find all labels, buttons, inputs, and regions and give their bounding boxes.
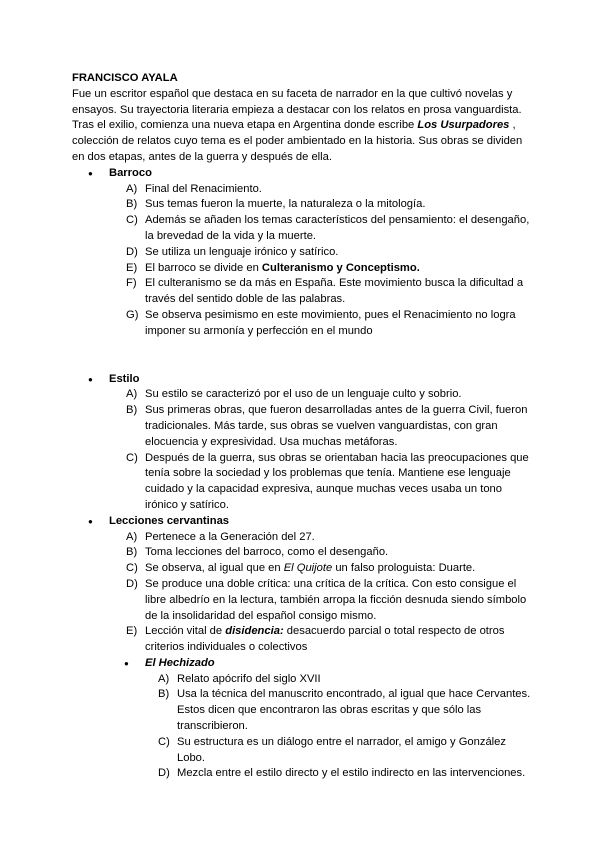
subsection-heading: El Hechizado [145, 656, 215, 669]
list-item [72, 672, 532, 688]
section-heading: Barroco [109, 166, 152, 179]
list-item [109, 197, 532, 213]
intro-book-title: Los Usurpadores [417, 119, 510, 132]
item-text: un falso prologuista: Duarte. [332, 562, 476, 575]
item-text: Se observa pesimismo en este movimiento, pues el Renacimiento no logra imponer su armonía y perfección en el mundo [145, 308, 516, 337]
list-item [109, 182, 532, 198]
barroco-items [109, 182, 532, 340]
subsection-el-hechizado [72, 656, 532, 672]
item-text: Lección vital de [145, 625, 226, 638]
list-item [72, 766, 532, 782]
item-text: El culteranismo se da más en España. Este movimiento busca la dificultad a través del sentido doble de las palabras. [145, 277, 524, 306]
item-marker: B) [126, 546, 138, 559]
bullet-icon: ● [124, 658, 129, 668]
intro-text-2: , colección de relatos cuyo tema es el poder ambientado en la historia. Sus obras se dividen en dos etapas, antes de la guerra y después de ella. [72, 119, 523, 163]
item-text: Su estilo se caracterizó por el uso de un lenguaje culto y sobrio. [145, 388, 462, 401]
document-content [72, 71, 532, 782]
spacer [109, 340, 532, 356]
item-text: Se utiliza un lenguaje irónico y satírico. [145, 245, 339, 258]
list-item [109, 245, 532, 261]
section-lecciones [72, 514, 532, 656]
item-text: Además se añaden los temas característicos del pensamiento: el desengaño, la brevedad de la vida y la muerte. [145, 214, 530, 242]
list-item [109, 276, 532, 308]
item-marker: G) [126, 308, 139, 321]
estilo-items [109, 387, 532, 513]
item-marker: A) [158, 672, 170, 685]
item-text: Pertenece a la Generación del 27. [145, 530, 315, 543]
list-item [109, 624, 532, 656]
item-marker: E) [126, 261, 138, 274]
list-item [109, 561, 532, 577]
list-item [109, 545, 532, 561]
item-italic-text: El Quijote [283, 562, 333, 575]
item-bold-text: Culteranismo y Conceptismo. [261, 261, 420, 274]
list-item [72, 735, 532, 767]
item-marker: A) [126, 388, 138, 401]
item-text: Usa la técnica del manuscrito encontrado, al igual que hace Cervantes. Estos dicen que encontraron las obras escritas y que sólo las transcribieron. [177, 688, 531, 733]
sections-list [72, 166, 532, 656]
list-item [109, 451, 532, 514]
item-text: Relato apócrifo del siglo XVII [177, 672, 321, 685]
item-bolditalic-text: disidencia: [225, 625, 284, 638]
item-text: El barroco se divide en [145, 261, 262, 274]
item-text: Final del Renacimiento. [145, 182, 262, 195]
section-heading: Estilo [109, 372, 140, 385]
item-marker: B) [126, 404, 138, 417]
list-item [109, 213, 532, 245]
spacer [109, 356, 532, 372]
bullet-icon: ● [88, 516, 93, 526]
section-heading: Lecciones cervantinas [109, 514, 230, 527]
list-item [72, 687, 532, 734]
item-text: desacuerdo parcial o total respecto de otros criterios individuales o colectivos [145, 625, 505, 654]
item-marker: D) [158, 767, 170, 780]
item-marker: C) [126, 214, 138, 227]
list-item [109, 403, 532, 450]
item-marker: F) [126, 277, 137, 290]
page-title: FRANCISCO AYALA [72, 72, 178, 84]
item-marker: D) [126, 245, 138, 258]
bullet-icon: ● [88, 374, 93, 384]
intro-text-1: Fue un escritor español que destaca en su faceta de narrador en la que cultivó novelas y ensayos. Su trayectoria literaria empieza a destacar con los relatos en prosa vanguardista. Tras el exilio, comienza una nueva etapa en Argentina donde escribe [72, 87, 522, 132]
list-item [109, 261, 532, 277]
item-marker: E) [126, 625, 138, 638]
item-marker: B) [158, 688, 170, 701]
item-text: Después de la guerra, sus obras se orientaban hacia las preocupaciones que tenía sobre la sociedad y los problemas que tenía. Mantiene ese lenguaje cuidado y la capacidad expresiva, aunque muchas veces usaba un tono irónico y satírico. [145, 451, 529, 511]
section-estilo [72, 372, 532, 514]
item-marker: C) [158, 735, 170, 748]
item-marker: C) [126, 562, 138, 575]
list-item [109, 530, 532, 546]
bullet-icon: ● [88, 168, 93, 178]
list-item [109, 577, 532, 624]
item-marker: B) [126, 198, 138, 211]
item-text: Su estructura es un diálogo entre el narrador, el amigo y González Lobo. [177, 735, 506, 764]
hechizado-items [72, 672, 532, 783]
lecciones-items [109, 530, 532, 656]
item-marker: A) [126, 182, 138, 195]
list-item [109, 387, 532, 403]
item-text: Mezcla entre el estilo directo y el estilo indirecto en las intervenciones. [177, 767, 526, 780]
item-text: Sus temas fueron la muerte, la naturaleza o la mitología. [145, 198, 426, 211]
item-text: Se observa, al igual que en [145, 562, 284, 575]
item-text: Toma lecciones del barroco, como el desengaño. [145, 546, 389, 559]
intro-paragraph [72, 87, 532, 166]
subsection-list [72, 656, 532, 672]
item-marker: A) [126, 530, 138, 543]
item-marker: D) [126, 577, 138, 590]
section-barroco [72, 166, 532, 372]
item-text: Se produce una doble crítica: una crítica de la crítica. Con esto consigue el libre albedrío en la lectura, también arropa la ficción desnuda siendo símbolo de la insolidaridad del español consigo mismo. [145, 577, 527, 622]
item-text: Sus primeras obras, que fueron desarrolladas antes de la guerra Civil, fueron tradicionales. Más tarde, sus obras se vuelven vanguardistas, con gran elocuencia y expresividad. Usa muchas metáforas. [145, 404, 528, 448]
item-marker: C) [126, 451, 138, 464]
list-item [109, 308, 532, 340]
